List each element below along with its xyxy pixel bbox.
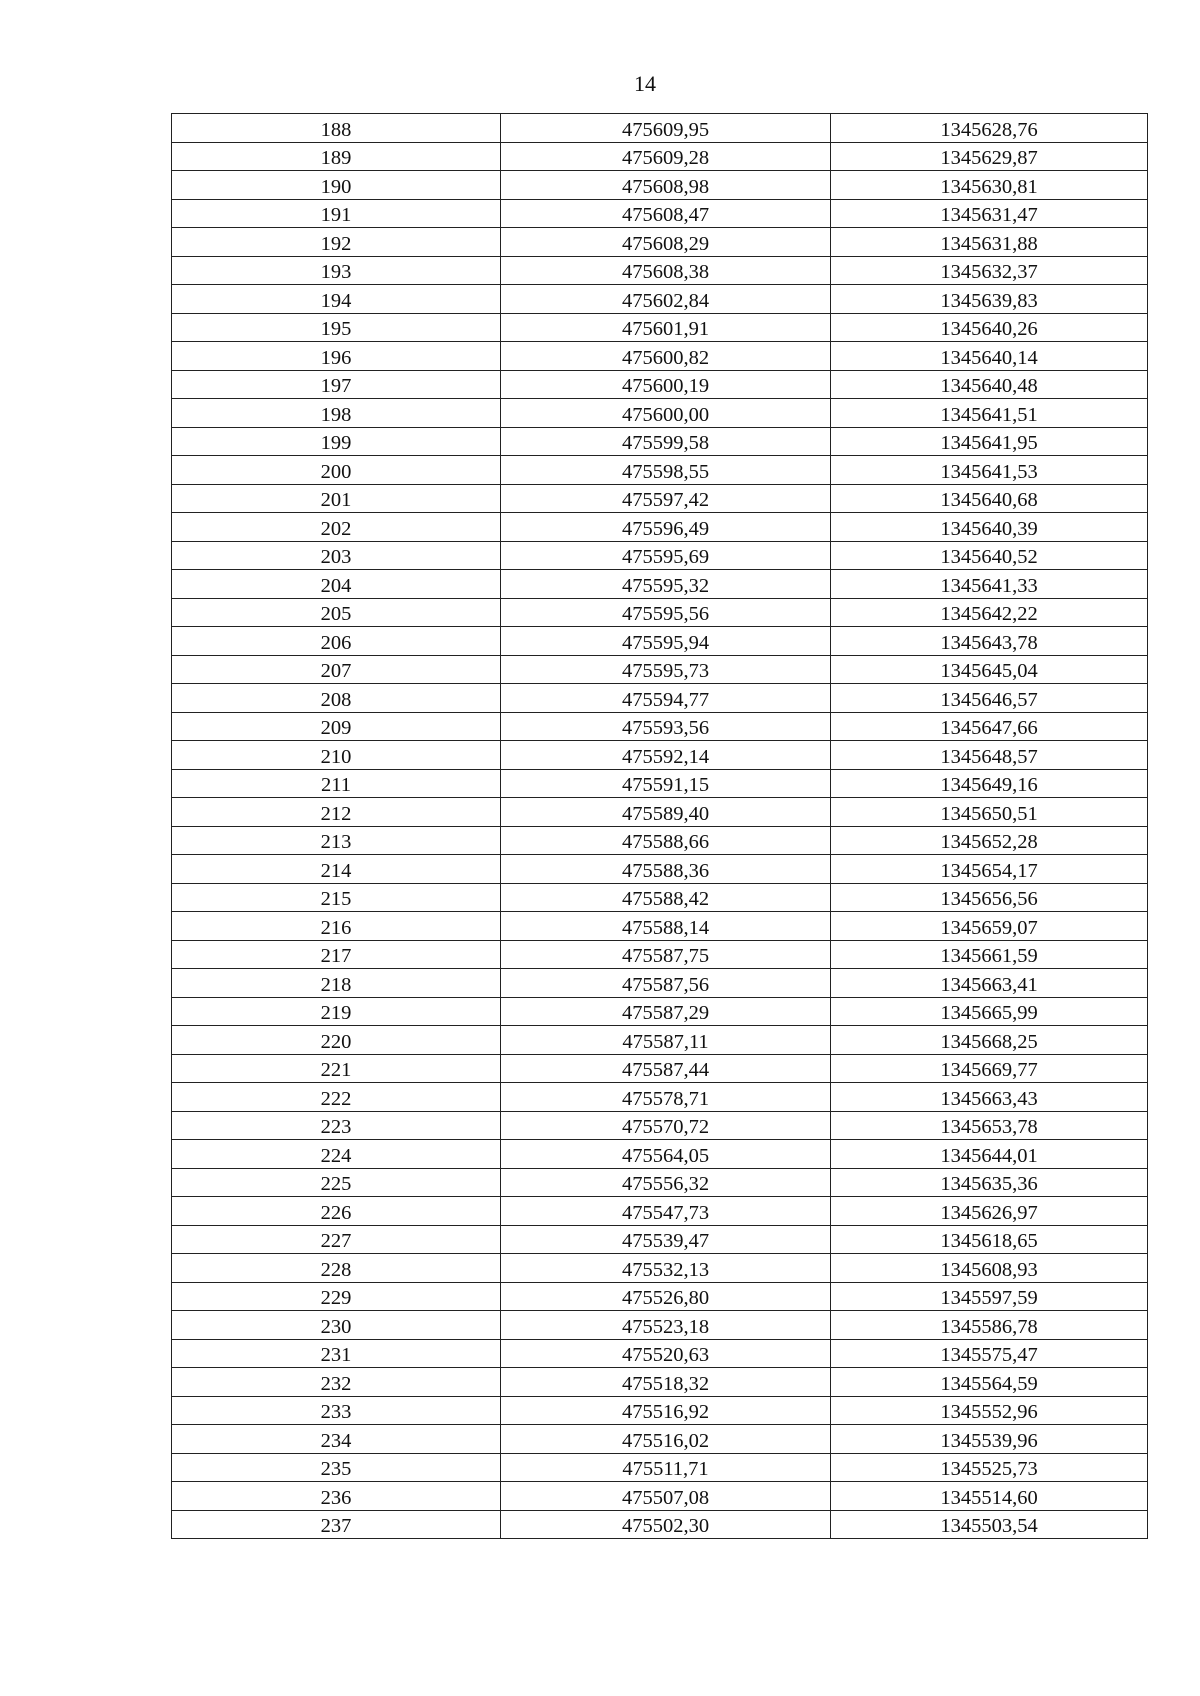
y-coordinate-cell: 1345653,78	[831, 1111, 1148, 1140]
x-coordinate-cell: 475518,32	[501, 1368, 831, 1397]
table-row	[172, 1254, 1148, 1283]
table-row	[172, 883, 1148, 912]
x-coordinate-cell: 475516,92	[501, 1396, 831, 1425]
table-row	[172, 570, 1148, 599]
point-number-cell: 230	[172, 1311, 501, 1340]
y-coordinate-cell: 1345640,26	[831, 313, 1148, 342]
table-row	[172, 826, 1148, 855]
y-coordinate-cell: 1345539,96	[831, 1425, 1148, 1454]
y-coordinate-cell: 1345628,76	[831, 114, 1148, 143]
y-coordinate-cell: 1345640,14	[831, 342, 1148, 371]
table-row	[172, 1425, 1148, 1454]
x-coordinate-cell: 475587,56	[501, 969, 831, 998]
x-coordinate-cell: 475587,29	[501, 997, 831, 1026]
point-number-cell: 202	[172, 513, 501, 542]
x-coordinate-cell: 475588,66	[501, 826, 831, 855]
point-number-cell: 208	[172, 684, 501, 713]
y-coordinate-cell: 1345652,28	[831, 826, 1148, 855]
point-number-cell: 199	[172, 427, 501, 456]
table-row	[172, 342, 1148, 371]
y-coordinate-cell: 1345626,97	[831, 1197, 1148, 1226]
table-row	[172, 541, 1148, 570]
y-coordinate-cell: 1345642,22	[831, 598, 1148, 627]
y-coordinate-cell: 1345640,48	[831, 370, 1148, 399]
y-coordinate-cell: 1345586,78	[831, 1311, 1148, 1340]
point-number-cell: 215	[172, 883, 501, 912]
table-row	[172, 627, 1148, 656]
point-number-cell: 235	[172, 1453, 501, 1482]
table-row	[172, 712, 1148, 741]
table-row	[172, 1453, 1148, 1482]
table-row	[172, 199, 1148, 228]
point-number-cell: 206	[172, 627, 501, 656]
y-coordinate-cell: 1345552,96	[831, 1396, 1148, 1425]
point-number-cell: 220	[172, 1026, 501, 1055]
y-coordinate-cell: 1345639,83	[831, 285, 1148, 314]
x-coordinate-cell: 475599,58	[501, 427, 831, 456]
y-coordinate-cell: 1345635,36	[831, 1168, 1148, 1197]
x-coordinate-cell: 475520,63	[501, 1339, 831, 1368]
x-coordinate-cell: 475589,40	[501, 798, 831, 827]
page-number: 14	[634, 71, 656, 96]
y-coordinate-cell: 1345641,53	[831, 456, 1148, 485]
y-coordinate-cell: 1345644,01	[831, 1140, 1148, 1169]
x-coordinate-cell: 475592,14	[501, 741, 831, 770]
point-number-cell: 201	[172, 484, 501, 513]
table-row	[172, 769, 1148, 798]
x-coordinate-cell: 475523,18	[501, 1311, 831, 1340]
point-number-cell: 226	[172, 1197, 501, 1226]
point-number-cell: 191	[172, 199, 501, 228]
x-coordinate-cell: 475526,80	[501, 1282, 831, 1311]
coordinates-table-body	[172, 114, 1148, 1539]
point-number-cell: 228	[172, 1254, 501, 1283]
table-row	[172, 370, 1148, 399]
x-coordinate-cell: 475588,42	[501, 883, 831, 912]
point-number-cell: 211	[172, 769, 501, 798]
y-coordinate-cell: 1345564,59	[831, 1368, 1148, 1397]
point-number-cell: 233	[172, 1396, 501, 1425]
y-coordinate-cell: 1345641,95	[831, 427, 1148, 456]
table-row	[172, 997, 1148, 1026]
y-coordinate-cell: 1345514,60	[831, 1482, 1148, 1511]
point-number-cell: 234	[172, 1425, 501, 1454]
x-coordinate-cell: 475609,95	[501, 114, 831, 143]
x-coordinate-cell: 475602,84	[501, 285, 831, 314]
table-row	[172, 1083, 1148, 1112]
y-coordinate-cell: 1345663,43	[831, 1083, 1148, 1112]
point-number-cell: 216	[172, 912, 501, 941]
x-coordinate-cell: 475609,28	[501, 142, 831, 171]
point-number-cell: 198	[172, 399, 501, 428]
x-coordinate-cell: 475511,71	[501, 1453, 831, 1482]
y-coordinate-cell: 1345597,59	[831, 1282, 1148, 1311]
x-coordinate-cell: 475516,02	[501, 1425, 831, 1454]
point-number-cell: 197	[172, 370, 501, 399]
point-number-cell: 218	[172, 969, 501, 998]
point-number-cell: 237	[172, 1510, 501, 1539]
point-number-cell: 225	[172, 1168, 501, 1197]
coordinates-table	[171, 113, 1148, 1539]
y-coordinate-cell: 1345632,37	[831, 256, 1148, 285]
y-coordinate-cell: 1345631,47	[831, 199, 1148, 228]
point-number-cell: 212	[172, 798, 501, 827]
point-number-cell: 210	[172, 741, 501, 770]
x-coordinate-cell: 475588,14	[501, 912, 831, 941]
point-number-cell: 207	[172, 655, 501, 684]
x-coordinate-cell: 475608,98	[501, 171, 831, 200]
y-coordinate-cell: 1345631,88	[831, 228, 1148, 257]
y-coordinate-cell: 1345575,47	[831, 1339, 1148, 1368]
x-coordinate-cell: 475588,36	[501, 855, 831, 884]
y-coordinate-cell: 1345641,33	[831, 570, 1148, 599]
table-row	[172, 1282, 1148, 1311]
table-row	[172, 1339, 1148, 1368]
x-coordinate-cell: 475595,32	[501, 570, 831, 599]
table-row	[172, 228, 1148, 257]
table-row	[172, 855, 1148, 884]
y-coordinate-cell: 1345630,81	[831, 171, 1148, 200]
x-coordinate-cell: 475595,56	[501, 598, 831, 627]
table-row	[172, 1396, 1148, 1425]
x-coordinate-cell: 475570,72	[501, 1111, 831, 1140]
x-coordinate-cell: 475600,82	[501, 342, 831, 371]
point-number-cell: 189	[172, 142, 501, 171]
x-coordinate-cell: 475578,71	[501, 1083, 831, 1112]
y-coordinate-cell: 1345640,39	[831, 513, 1148, 542]
y-coordinate-cell: 1345654,17	[831, 855, 1148, 884]
x-coordinate-cell: 475598,55	[501, 456, 831, 485]
point-number-cell: 229	[172, 1282, 501, 1311]
table-row	[172, 142, 1148, 171]
point-number-cell: 231	[172, 1339, 501, 1368]
point-number-cell: 195	[172, 313, 501, 342]
point-number-cell: 232	[172, 1368, 501, 1397]
point-number-cell: 236	[172, 1482, 501, 1511]
y-coordinate-cell: 1345661,59	[831, 940, 1148, 969]
point-number-cell: 222	[172, 1083, 501, 1112]
point-number-cell: 200	[172, 456, 501, 485]
point-number-cell: 192	[172, 228, 501, 257]
x-coordinate-cell: 475587,75	[501, 940, 831, 969]
table-row	[172, 741, 1148, 770]
table-row	[172, 1225, 1148, 1254]
point-number-cell: 194	[172, 285, 501, 314]
y-coordinate-cell: 1345656,56	[831, 883, 1148, 912]
table-row	[172, 655, 1148, 684]
y-coordinate-cell: 1345646,57	[831, 684, 1148, 713]
point-number-cell: 227	[172, 1225, 501, 1254]
y-coordinate-cell: 1345641,51	[831, 399, 1148, 428]
y-coordinate-cell: 1345659,07	[831, 912, 1148, 941]
x-coordinate-cell: 475587,44	[501, 1054, 831, 1083]
point-number-cell: 213	[172, 826, 501, 855]
y-coordinate-cell: 1345648,57	[831, 741, 1148, 770]
point-number-cell: 223	[172, 1111, 501, 1140]
table-row	[172, 598, 1148, 627]
y-coordinate-cell: 1345640,68	[831, 484, 1148, 513]
x-coordinate-cell: 475595,94	[501, 627, 831, 656]
point-number-cell: 217	[172, 940, 501, 969]
point-number-cell: 221	[172, 1054, 501, 1083]
x-coordinate-cell: 475595,69	[501, 541, 831, 570]
table-row	[172, 1368, 1148, 1397]
table-row	[172, 285, 1148, 314]
y-coordinate-cell: 1345650,51	[831, 798, 1148, 827]
table-row	[172, 427, 1148, 456]
point-number-cell: 203	[172, 541, 501, 570]
table-row	[172, 513, 1148, 542]
point-number-cell: 193	[172, 256, 501, 285]
table-row	[172, 313, 1148, 342]
table-row	[172, 1482, 1148, 1511]
x-coordinate-cell: 475595,73	[501, 655, 831, 684]
table-row	[172, 684, 1148, 713]
point-number-cell: 190	[172, 171, 501, 200]
x-coordinate-cell: 475591,15	[501, 769, 831, 798]
table-row	[172, 798, 1148, 827]
x-coordinate-cell: 475597,42	[501, 484, 831, 513]
table-row	[172, 484, 1148, 513]
table-row	[172, 1510, 1148, 1539]
table-row	[172, 940, 1148, 969]
y-coordinate-cell: 1345503,54	[831, 1510, 1148, 1539]
y-coordinate-cell: 1345629,87	[831, 142, 1148, 171]
table-row	[172, 1111, 1148, 1140]
table-row	[172, 1197, 1148, 1226]
y-coordinate-cell: 1345647,66	[831, 712, 1148, 741]
table-row	[172, 1054, 1148, 1083]
x-coordinate-cell: 475601,91	[501, 313, 831, 342]
y-coordinate-cell: 1345669,77	[831, 1054, 1148, 1083]
x-coordinate-cell: 475600,00	[501, 399, 831, 428]
y-coordinate-cell: 1345649,16	[831, 769, 1148, 798]
table-row	[172, 114, 1148, 143]
point-number-cell: 219	[172, 997, 501, 1026]
table-row	[172, 399, 1148, 428]
y-coordinate-cell: 1345643,78	[831, 627, 1148, 656]
x-coordinate-cell: 475596,49	[501, 513, 831, 542]
table-row	[172, 256, 1148, 285]
y-coordinate-cell: 1345640,52	[831, 541, 1148, 570]
point-number-cell: 214	[172, 855, 501, 884]
table-row	[172, 1168, 1148, 1197]
x-coordinate-cell: 475564,05	[501, 1140, 831, 1169]
x-coordinate-cell: 475594,77	[501, 684, 831, 713]
point-number-cell: 196	[172, 342, 501, 371]
table-row	[172, 912, 1148, 941]
table-row	[172, 1311, 1148, 1340]
y-coordinate-cell: 1345663,41	[831, 969, 1148, 998]
x-coordinate-cell: 475608,29	[501, 228, 831, 257]
x-coordinate-cell: 475547,73	[501, 1197, 831, 1226]
x-coordinate-cell: 475539,47	[501, 1225, 831, 1254]
point-number-cell: 209	[172, 712, 501, 741]
x-coordinate-cell: 475532,13	[501, 1254, 831, 1283]
x-coordinate-cell: 475587,11	[501, 1026, 831, 1055]
y-coordinate-cell: 1345608,93	[831, 1254, 1148, 1283]
x-coordinate-cell: 475507,08	[501, 1482, 831, 1511]
y-coordinate-cell: 1345665,99	[831, 997, 1148, 1026]
y-coordinate-cell: 1345645,04	[831, 655, 1148, 684]
x-coordinate-cell: 475608,47	[501, 199, 831, 228]
table-row	[172, 171, 1148, 200]
point-number-cell: 188	[172, 114, 501, 143]
y-coordinate-cell: 1345618,65	[831, 1225, 1148, 1254]
table-row	[172, 969, 1148, 998]
table-row	[172, 1026, 1148, 1055]
table-row	[172, 456, 1148, 485]
point-number-cell: 204	[172, 570, 501, 599]
x-coordinate-cell: 475502,30	[501, 1510, 831, 1539]
point-number-cell: 224	[172, 1140, 501, 1169]
table-row	[172, 1140, 1148, 1169]
x-coordinate-cell: 475593,56	[501, 712, 831, 741]
y-coordinate-cell: 1345668,25	[831, 1026, 1148, 1055]
x-coordinate-cell: 475600,19	[501, 370, 831, 399]
point-number-cell: 205	[172, 598, 501, 627]
y-coordinate-cell: 1345525,73	[831, 1453, 1148, 1482]
x-coordinate-cell: 475608,38	[501, 256, 831, 285]
x-coordinate-cell: 475556,32	[501, 1168, 831, 1197]
